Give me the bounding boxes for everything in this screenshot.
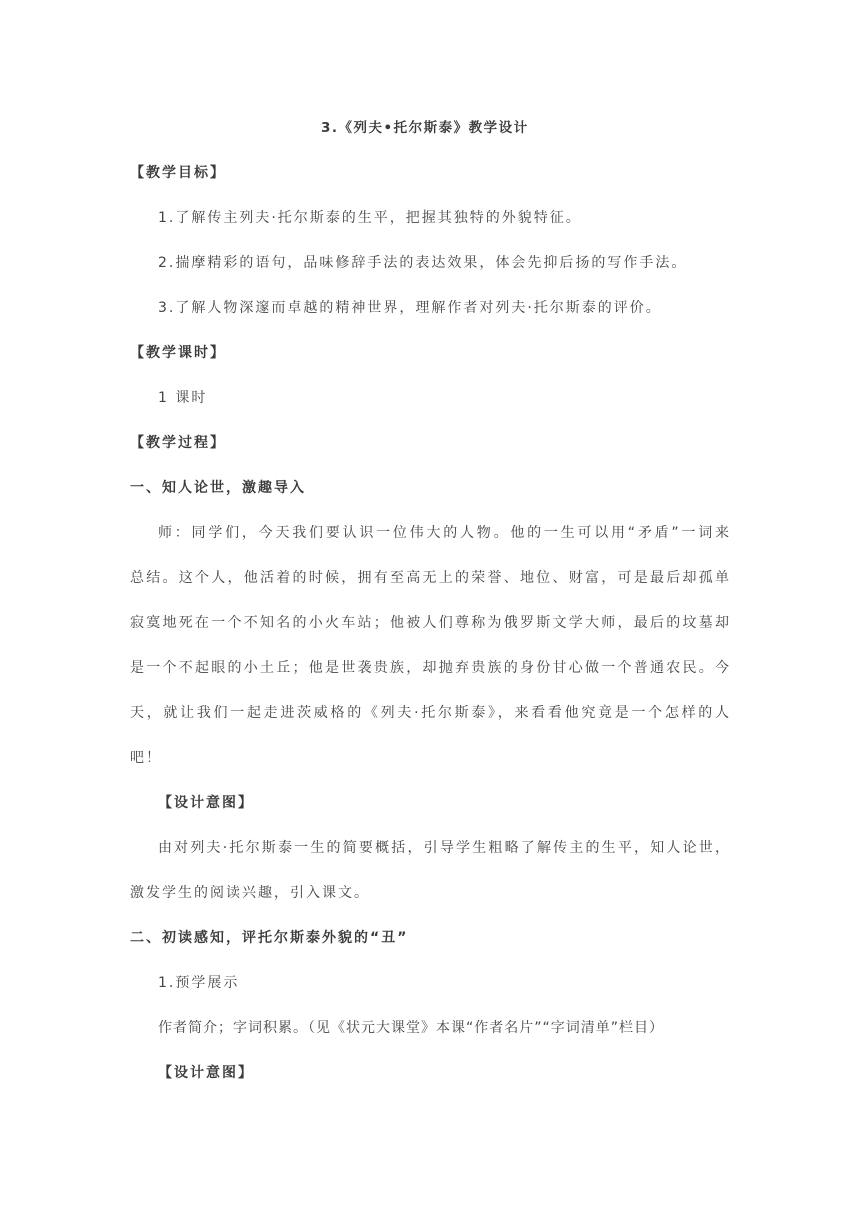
design-intent-label: 【设计意图】 [158,795,254,811]
paragraph-line: 总结。这个人，他活着的时候，拥有至高无上的荣誉、地位、财富，可是最后却孤单 [130,570,730,586]
paragraph-line: 是一个不起眼的小土丘；他是世袭贵族，却抛弃贵族的身份甘心做一个普通农民。今 [130,660,730,676]
goal-item: 3.了解人物深邃而卓越的精神世界，理解作者对列夫·托尔斯泰的评价。 [158,300,662,316]
section-heading-process: 【教学过程】 [130,435,226,451]
design-intent-label: 【设计意图】 [158,1065,254,1081]
section-heading-goals: 【教学目标】 [130,165,226,181]
section-heading-hours: 【教学课时】 [130,345,226,361]
intent-line: 由对列夫·托尔斯泰一生的简要概括，引导学生粗略了解传主的生平，知人论世， [158,840,730,856]
goal-item: 2.揣摩精彩的语句，品味修辞手法的表达效果，体会先抑后扬的写作手法。 [158,255,688,271]
paragraph-line: 吧！ [130,750,162,766]
paragraph-line: 寂寞地死在一个不知名的小火车站；他被人们尊称为俄罗斯文学大师，最后的坟墓却 [130,615,730,631]
part2-heading: 二、初读感知，评托尔斯泰外貌的“丑” [130,930,409,946]
paragraph-line: 天，就让我们一起走进茨威格的《列夫·托尔斯泰》，来看看他究竟是一个怎样的人 [130,705,730,721]
part1-heading: 一、知人论世，激趣导入 [130,480,306,496]
part2-sub1-text: 作者简介；字词积累。（见《状元大课堂》本课“作者名片”“字词清单”栏目） [158,1020,665,1036]
paragraph-line: 师：同学们，今天我们要认识一位伟大的人物。他的一生可以用“矛盾”一词来 [158,525,730,541]
hours-text: 1 课时 [158,390,208,406]
goal-item: 1.了解传主列夫·托尔斯泰的生平，把握其独特的外貌特征。 [158,210,582,226]
part2-subheading: 1.预学展示 [158,975,240,991]
document-title: 3.《列夫•托尔斯泰》教学设计 [321,120,529,136]
intent-line: 激发学生的阅读兴趣，引入课文。 [130,885,370,901]
